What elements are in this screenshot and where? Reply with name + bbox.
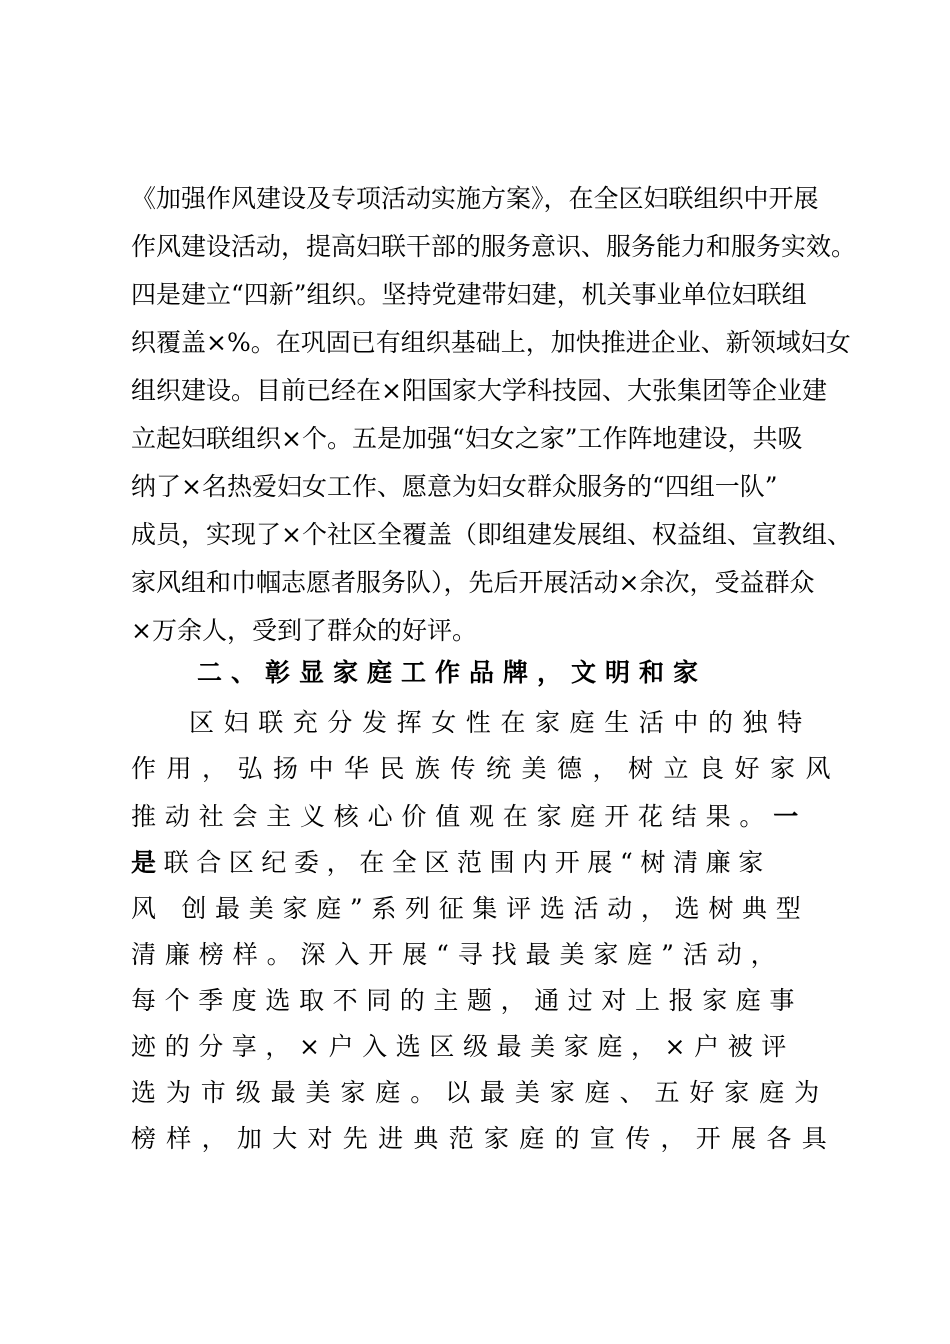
paragraph-line: 四是建立“四新”组织。坚持党建带妇建，机关事业单位妇联组 [131,280,807,309]
bold-ordinal: 一 [773,802,808,831]
paragraph-line: 纳了×名热爱妇女工作、愿意为妇女群众服务的“四组一队” [131,472,778,501]
paragraph-line: 榜样，加大对先进典范家庭的宣传，开展各具 [131,1124,838,1153]
paragraph-line: 《加强作风建设及专项活动实施方案》，在全区妇联组织中开展 [131,184,819,213]
paragraph-line: ×万余人，受到了群众的好评。 [131,616,477,645]
bold-ordinal: 是 [131,848,164,877]
paragraph-line [131,843,831,883]
paragraph-line: 风 创最美家庭”系列征集评选活动，选树典型 [131,894,810,923]
paragraph-line: 迹的分享，×户入选区级最美家庭，×户被评 [131,1032,795,1061]
paragraph-line: 成员，实现了×个社区全覆盖（即组建发展组、权益组、宣教组、 [131,520,852,549]
paragraph-line: 每个季度选取不同的主题，通过对上报家庭事 [131,986,804,1015]
paragraph-line: 作用，弘扬中华民族传统美德，树立良好家风 [131,754,842,783]
paragraph-line: 家风组和巾帼志愿者服务队），先后开展活动×余次，受益群众 [131,568,815,597]
paragraph-line: 清廉榜样。深入开展“寻找最美家庭”活动， [131,940,785,969]
paragraph-line: 立起妇联组织×个。五是加强“妇女之家”工作阵地建设，共吸 [131,424,803,453]
section-heading: 二、彰显家庭工作品牌，文明和家 [197,658,708,687]
paragraph-line: 作风建设活动，提高妇联干部的服务意识、服务能力和服务实效。 [131,232,857,261]
paragraph-line: 区妇联充分发挥女性在家庭生活中的独特 [189,708,812,737]
line-text: 联合区纪委，在全区范围内开展“树清廉家 [163,848,771,877]
paragraph-line [131,797,831,837]
line-text: 推动社会主义核心价值观在家庭开花结果。 [131,802,774,831]
paragraph-line: 织覆盖×%。在巩固已有组织基础上，加快推进企业、新领域妇女 [131,328,851,357]
paragraph-line: 选为市级最美家庭。以最美家庭、五好家庭为 [131,1078,830,1107]
paragraph-line: 组织建设。目前已经在×阳国家大学科技园、大张集团等企业建 [131,376,827,405]
